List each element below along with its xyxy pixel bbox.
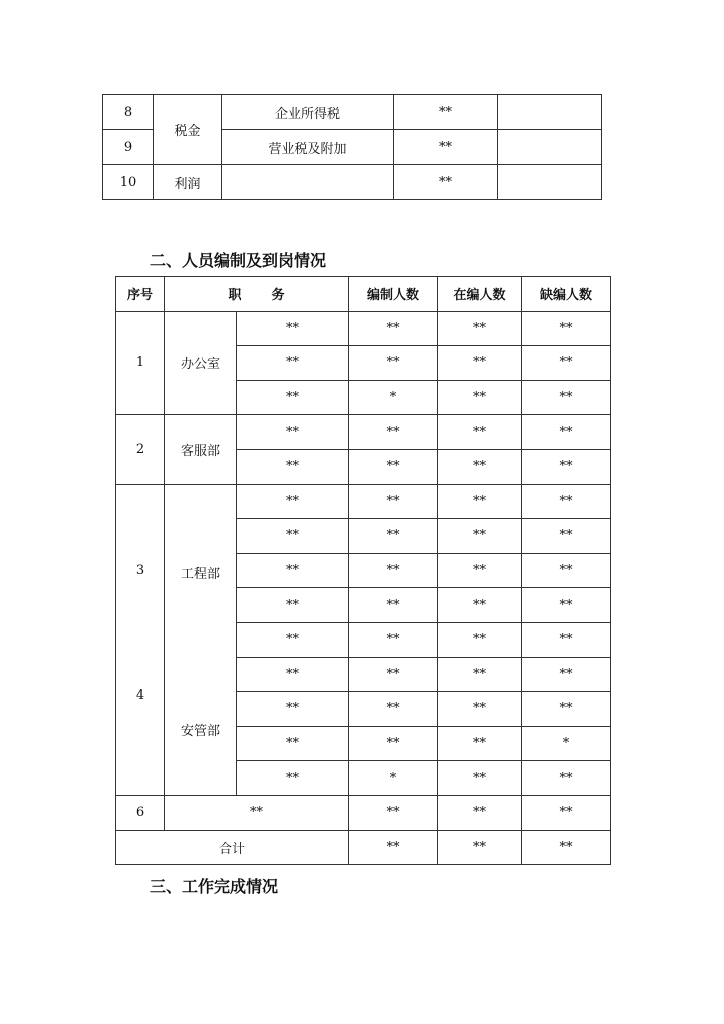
vacant-cell: ** xyxy=(522,311,611,346)
planned-cell: ** xyxy=(349,553,438,588)
post-cell: ** xyxy=(237,692,349,727)
post-cell: ** xyxy=(237,588,349,623)
extra-cell xyxy=(498,130,602,165)
post-cell: ** xyxy=(237,484,349,519)
onboard-cell: ** xyxy=(438,657,522,692)
group-number: 4 xyxy=(135,687,145,703)
vacant-cell: ** xyxy=(522,795,611,830)
planned-cell: * xyxy=(349,761,438,796)
vacant-cell: ** xyxy=(522,657,611,692)
extra-cell xyxy=(498,165,602,200)
post-cell: ** xyxy=(237,726,349,761)
row-number: 8 xyxy=(103,95,154,130)
planned-cell: ** xyxy=(349,726,438,761)
planned-cell: ** xyxy=(349,449,438,484)
value-cell: ** xyxy=(394,130,498,165)
vacant-cell: ** xyxy=(522,449,611,484)
vacant-cell: ** xyxy=(522,519,611,554)
onboard-cell: ** xyxy=(438,692,522,727)
planned-cell: ** xyxy=(349,519,438,554)
table-row xyxy=(116,795,611,830)
onboard-cell: ** xyxy=(438,830,522,865)
post-cell: ** xyxy=(237,761,349,796)
onboard-cell: ** xyxy=(438,380,522,415)
section-heading-staffing: 二、人员编制及到岗情况 xyxy=(150,251,327,270)
header-onboard: 在编人数 xyxy=(438,277,522,312)
planned-cell: ** xyxy=(349,484,438,519)
planned-cell: ** xyxy=(349,588,438,623)
planned-cell: ** xyxy=(349,622,438,657)
vacant-cell: ** xyxy=(522,484,611,519)
vacant-cell: * xyxy=(522,726,611,761)
planned-cell: * xyxy=(349,380,438,415)
post-cell: ** xyxy=(237,311,349,346)
planned-cell: ** xyxy=(349,657,438,692)
onboard-cell: ** xyxy=(438,449,522,484)
row-number: 9 xyxy=(103,130,154,165)
post-cell: ** xyxy=(237,622,349,657)
vacant-cell: ** xyxy=(522,415,611,450)
item-cell xyxy=(222,165,394,200)
header-post: 职 务 xyxy=(165,277,349,312)
group-number: 6 xyxy=(116,795,165,830)
vacant-cell: ** xyxy=(522,588,611,623)
onboard-cell: ** xyxy=(438,519,522,554)
post-cell: ** xyxy=(237,415,349,450)
onboard-cell: ** xyxy=(438,311,522,346)
group-number: 1 xyxy=(116,311,165,415)
category-cell: 税金 xyxy=(154,95,222,165)
onboard-cell: ** xyxy=(438,415,522,450)
planned-cell: ** xyxy=(349,692,438,727)
vacant-cell: ** xyxy=(522,346,611,381)
vacant-cell: ** xyxy=(522,622,611,657)
group-number-merged xyxy=(116,484,165,795)
post-cell: ** xyxy=(237,553,349,588)
item-cell: 营业税及附加 xyxy=(222,130,394,165)
onboard-cell: ** xyxy=(438,553,522,588)
table-row xyxy=(116,484,611,519)
onboard-cell: ** xyxy=(438,622,522,657)
onboard-cell: ** xyxy=(438,726,522,761)
header-planned: 编制人数 xyxy=(349,277,438,312)
department-cell: 客服部 xyxy=(165,415,237,484)
tax-table xyxy=(102,94,602,200)
table-row xyxy=(116,311,611,346)
table-row xyxy=(103,165,602,200)
value-cell: ** xyxy=(394,165,498,200)
group-number: 3 xyxy=(135,562,145,578)
section-heading-work: 三、工作完成情况 xyxy=(150,877,279,896)
vacant-cell: ** xyxy=(522,380,611,415)
planned-cell: ** xyxy=(349,830,438,865)
post-cell: ** xyxy=(237,380,349,415)
onboard-cell: ** xyxy=(438,795,522,830)
vacant-cell: ** xyxy=(522,830,611,865)
department-cell: 办公室 xyxy=(165,311,237,415)
table-row xyxy=(116,415,611,450)
value-cell: ** xyxy=(394,95,498,130)
extra-cell xyxy=(498,95,602,130)
header-no: 序号 xyxy=(116,277,165,312)
group-number: 2 xyxy=(116,415,165,484)
planned-cell: ** xyxy=(349,346,438,381)
post-cell: ** xyxy=(237,449,349,484)
post-cell: ** xyxy=(237,346,349,381)
table-row xyxy=(103,95,602,130)
post-cell: ** xyxy=(237,657,349,692)
total-label: 合计 xyxy=(116,830,349,865)
vacant-cell: ** xyxy=(522,692,611,727)
item-cell: 企业所得税 xyxy=(222,95,394,130)
planned-cell: ** xyxy=(349,311,438,346)
department-cell: 安管部 xyxy=(180,723,220,739)
header-vacant: 缺编人数 xyxy=(522,277,611,312)
vacant-cell: ** xyxy=(522,761,611,796)
planned-cell: ** xyxy=(349,415,438,450)
department-cell: 工程部 xyxy=(180,566,220,582)
category-cell: 利润 xyxy=(154,165,222,200)
department-merged xyxy=(165,484,237,795)
vacant-cell: ** xyxy=(522,553,611,588)
header-row xyxy=(116,277,611,312)
staffing-table xyxy=(115,276,611,865)
planned-cell: ** xyxy=(349,795,438,830)
onboard-cell: ** xyxy=(438,346,522,381)
post-cell: ** xyxy=(165,795,349,830)
total-row xyxy=(116,830,611,865)
onboard-cell: ** xyxy=(438,761,522,796)
onboard-cell: ** xyxy=(438,484,522,519)
row-number: 10 xyxy=(103,165,154,200)
onboard-cell: ** xyxy=(438,588,522,623)
post-cell: ** xyxy=(237,519,349,554)
